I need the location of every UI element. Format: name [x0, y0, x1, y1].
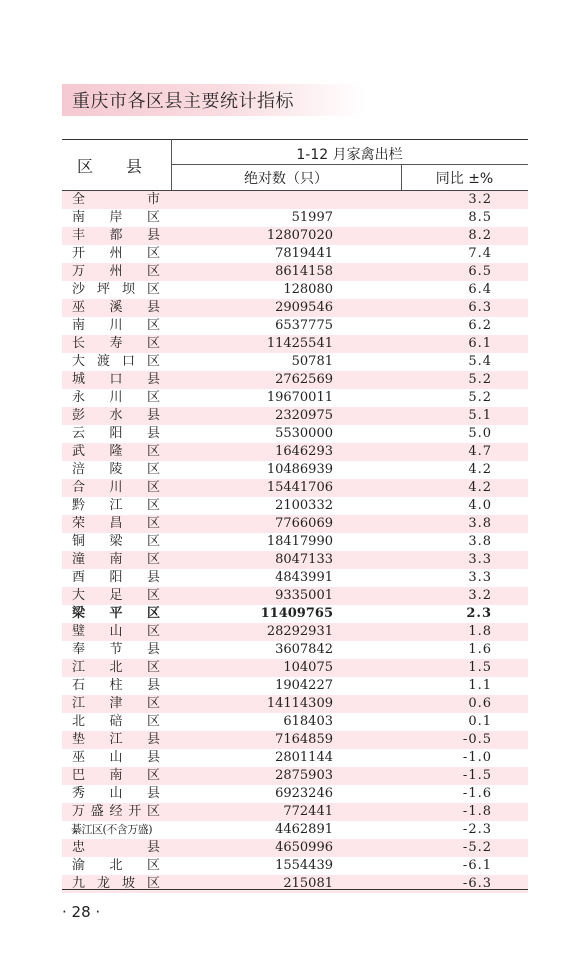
table-row — [62, 407, 528, 425]
absolute-value: 1554439 — [275, 858, 333, 873]
table-row — [62, 317, 528, 335]
district-name: 南 岸 区 — [72, 210, 160, 225]
header-district: 区 县 — [76, 157, 157, 176]
district-name: 铜 梁 区 — [72, 534, 160, 549]
district-name: 城 口 县 — [72, 372, 160, 387]
table-row — [62, 767, 528, 785]
yoy-value: 6.5 — [468, 264, 492, 279]
absolute-value: 2875903 — [275, 768, 333, 783]
district-name: 长 寿 区 — [72, 336, 160, 351]
yoy-value: -2.3 — [462, 822, 492, 837]
absolute-value: 4650996 — [275, 840, 333, 855]
absolute-value: 2801144 — [275, 750, 333, 765]
absolute-value: 9335001 — [275, 588, 333, 603]
absolute-value: 2100332 — [275, 498, 333, 513]
table-row — [62, 677, 528, 695]
table-row — [62, 821, 528, 839]
header-absolute: 绝对数（只） — [244, 171, 328, 187]
table-row — [62, 533, 528, 551]
yoy-value: 4.2 — [468, 480, 492, 495]
district-name: 江 津 区 — [72, 696, 160, 711]
table-bottom-rule — [62, 889, 528, 890]
yoy-value: -6.3 — [462, 876, 492, 891]
district-name: 北 碚 区 — [72, 714, 160, 729]
district-name: 潼 南 区 — [72, 552, 160, 567]
yoy-value: -6.1 — [462, 858, 492, 873]
absolute-value: 2762569 — [275, 372, 333, 387]
table-row — [62, 623, 528, 641]
yoy-value: 6.3 — [468, 300, 492, 315]
table-row — [62, 335, 528, 353]
absolute-value: 15441706 — [266, 480, 333, 495]
table-row — [62, 353, 528, 371]
district-name: 大 足 区 — [72, 588, 160, 603]
absolute-value: 1646293 — [275, 444, 333, 459]
yoy-value: 3.3 — [468, 570, 492, 585]
district-name: 秀 山 县 — [72, 786, 160, 801]
absolute-value: 11409765 — [260, 606, 333, 621]
yoy-value: -1.5 — [462, 768, 492, 783]
yoy-value: 3.2 — [468, 588, 492, 603]
district-name: 綦江区(不含万盛) — [71, 823, 153, 836]
table-row — [62, 227, 528, 245]
yoy-value: 8.5 — [468, 210, 492, 225]
yoy-value: 4.7 — [468, 444, 492, 459]
table-row — [62, 425, 528, 443]
district-name: 万 州 区 — [72, 264, 160, 279]
yoy-value: 5.2 — [468, 372, 492, 387]
absolute-value: 215081 — [283, 876, 333, 891]
district-name: 垫 江 县 — [72, 732, 160, 747]
yoy-value: 1.8 — [468, 624, 492, 639]
yoy-value: 3.2 — [468, 192, 492, 207]
absolute-value: 4843991 — [275, 570, 333, 585]
yoy-value: -1.0 — [462, 750, 492, 765]
yoy-value: 4.0 — [468, 498, 492, 513]
yoy-value: 5.1 — [468, 408, 492, 423]
yoy-value: 7.4 — [468, 246, 492, 261]
yoy-value: 1.6 — [468, 642, 492, 657]
district-name: 大 渡 口 区 — [72, 354, 160, 369]
header-yoy: 同比 ±% — [435, 171, 494, 187]
district-name: 涪 陵 区 — [72, 462, 160, 477]
yoy-value: -5.2 — [462, 840, 492, 855]
table-row — [62, 371, 528, 389]
yoy-value: 5.4 — [468, 354, 492, 369]
absolute-value: 6923246 — [275, 786, 333, 801]
absolute-value: 51997 — [291, 210, 333, 225]
table-row — [62, 497, 528, 515]
table-row — [62, 569, 528, 587]
absolute-value: 772441 — [283, 804, 333, 819]
district-name: 武 隆 区 — [72, 444, 160, 459]
absolute-value: 50781 — [291, 354, 333, 369]
table-row — [62, 785, 528, 803]
absolute-value: 18417990 — [266, 534, 333, 549]
absolute-value: 5530000 — [275, 426, 333, 441]
absolute-value: 8614158 — [275, 264, 333, 279]
district-name: 南 川 区 — [72, 318, 160, 333]
district-name: 开 州 区 — [72, 246, 160, 261]
absolute-value: 7766069 — [275, 516, 333, 531]
table-row — [62, 857, 528, 875]
table-row — [62, 191, 528, 209]
table-body — [62, 191, 528, 893]
district-name: 彭 水 县 — [72, 408, 160, 423]
absolute-value: 3607842 — [275, 642, 333, 657]
yoy-value: 0.1 — [468, 714, 492, 729]
absolute-value: 19670011 — [266, 390, 333, 405]
header-group: 1-12 月家禽出栏 — [296, 147, 403, 163]
table-row — [62, 245, 528, 263]
district-name: 江 北 区 — [72, 660, 160, 675]
absolute-value: 1904227 — [275, 678, 333, 693]
district-name: 丰 都 县 — [72, 228, 160, 243]
district-name: 石 柱 县 — [72, 678, 160, 693]
absolute-value: 7164859 — [275, 732, 333, 747]
table-row — [62, 731, 528, 749]
table-row — [62, 515, 528, 533]
table-row — [62, 875, 528, 893]
yoy-value: 3.8 — [468, 534, 492, 549]
yoy-value: 8.2 — [468, 228, 492, 243]
table-row — [62, 281, 528, 299]
absolute-value: 618403 — [283, 714, 333, 729]
absolute-value: 128080 — [283, 282, 333, 297]
absolute-value: 28292931 — [266, 624, 333, 639]
district-name: 奉 节 县 — [72, 642, 160, 657]
table-row — [62, 263, 528, 281]
district-name: 梁 平 区 — [72, 606, 160, 621]
table-row — [62, 299, 528, 317]
yoy-value: 3.8 — [468, 516, 492, 531]
district-name: 巴 南 区 — [72, 768, 160, 783]
district-name: 忠 县 — [72, 840, 160, 855]
table-row — [62, 641, 528, 659]
page-number: · 28 · — [62, 903, 101, 921]
absolute-value: 8047133 — [275, 552, 333, 567]
yoy-value: 4.2 — [468, 462, 492, 477]
yoy-value: -1.8 — [462, 804, 492, 819]
table-row — [62, 479, 528, 497]
table-top-rule — [62, 139, 528, 140]
absolute-value: 2909546 — [275, 300, 333, 315]
table-row — [62, 659, 528, 677]
yoy-value: -1.6 — [462, 786, 492, 801]
table-row — [62, 803, 528, 821]
table-row — [62, 695, 528, 713]
district-name: 沙 坪 坝 区 — [72, 282, 160, 297]
page-title: 重庆市各区县主要统计指标 — [72, 91, 294, 112]
yoy-value: 5.0 — [468, 426, 492, 441]
yoy-value: 6.2 — [468, 318, 492, 333]
header-subrule — [171, 164, 528, 165]
district-name: 荣 昌 区 — [72, 516, 160, 531]
district-name: 全 市 — [72, 192, 160, 207]
yoy-value: 5.2 — [468, 390, 492, 405]
district-name: 巫 山 县 — [72, 750, 160, 765]
table-row — [62, 839, 528, 857]
absolute-value: 2320975 — [275, 408, 333, 423]
absolute-value: 6537775 — [275, 318, 333, 333]
table-row — [62, 587, 528, 605]
district-name: 黔 江 区 — [72, 498, 160, 513]
district-name: 永 川 区 — [72, 390, 160, 405]
table-row — [62, 749, 528, 767]
table-row — [62, 389, 528, 407]
yoy-value: 2.3 — [466, 606, 492, 621]
district-name: 酉 阳 县 — [72, 570, 160, 585]
table-row — [62, 551, 528, 569]
yoy-value: 6.4 — [468, 282, 492, 297]
absolute-value: 104075 — [283, 660, 333, 675]
district-name: 九 龙 坡 区 — [72, 876, 160, 891]
table-row — [62, 605, 528, 623]
district-name: 万 盛 经 开 区 — [72, 804, 160, 819]
table-row — [62, 713, 528, 731]
table-row — [62, 461, 528, 479]
absolute-value: 4462891 — [275, 822, 333, 837]
absolute-value: 12807020 — [266, 228, 333, 243]
absolute-value: 14114309 — [266, 696, 333, 711]
district-name: 璧 山 区 — [72, 624, 160, 639]
table-row — [62, 443, 528, 461]
yoy-value: -0.5 — [462, 732, 492, 747]
absolute-value: 11425541 — [266, 336, 333, 351]
yoy-value: 3.3 — [468, 552, 492, 567]
absolute-value: 7819441 — [275, 246, 333, 261]
district-name: 渝 北 区 — [72, 858, 160, 873]
district-name: 云 阳 县 — [72, 426, 160, 441]
yoy-value: 0.6 — [468, 696, 492, 711]
absolute-value: 10486939 — [266, 462, 333, 477]
table-row — [62, 209, 528, 227]
district-name: 合 川 区 — [72, 480, 160, 495]
yoy-value: 6.1 — [468, 336, 492, 351]
yoy-value: 1.5 — [468, 660, 492, 675]
yoy-value: 1.1 — [468, 678, 492, 693]
district-name: 巫 溪 县 — [72, 300, 160, 315]
